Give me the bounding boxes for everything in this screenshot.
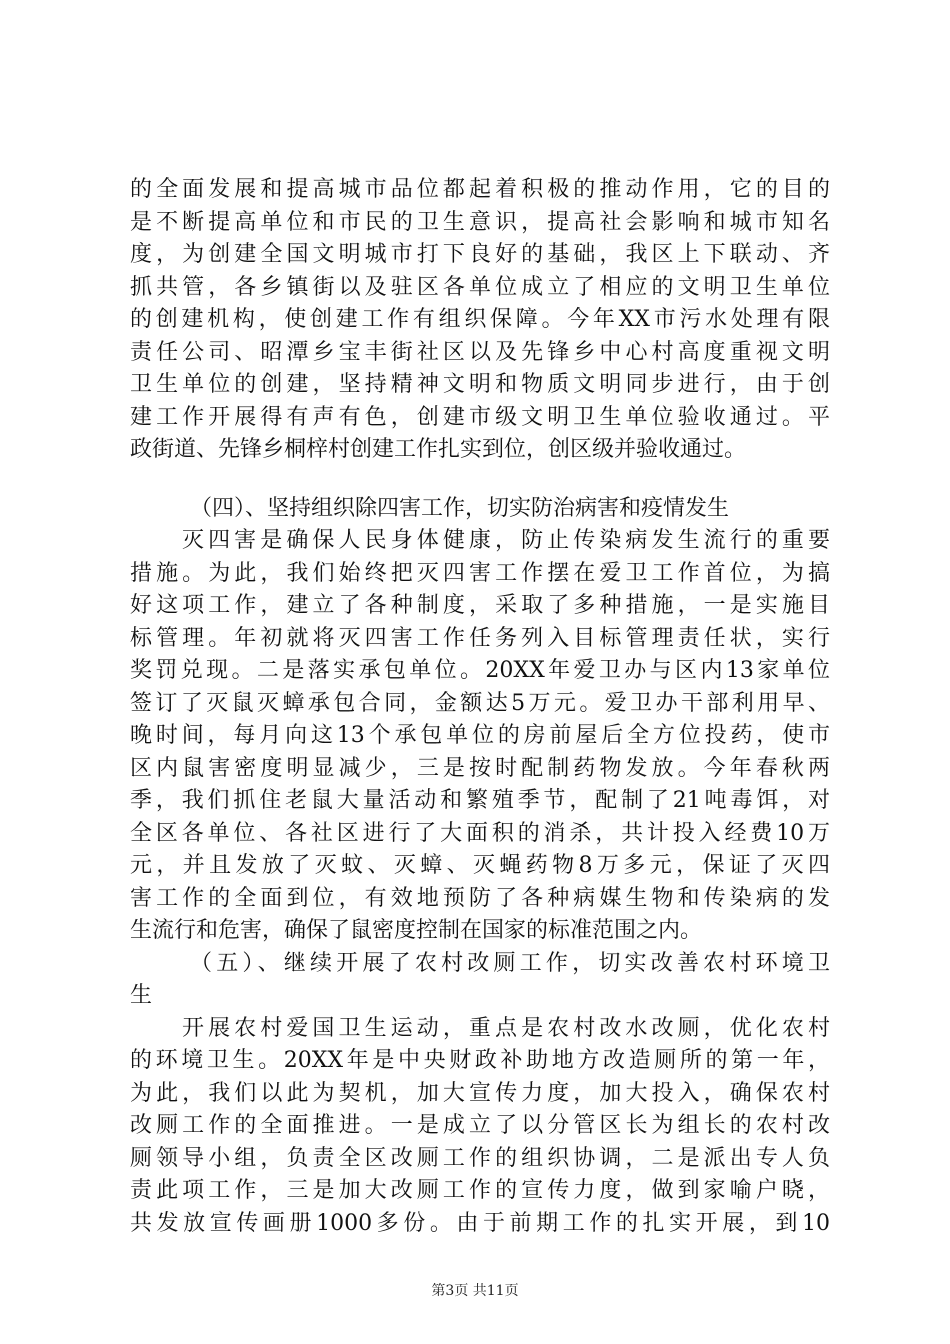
text-line: 厕领导小组，负责全区改厕工作的组织协调，二是派出专人负	[130, 1145, 830, 1171]
paragraph-gap	[130, 467, 830, 493]
paragraph-3	[130, 1013, 830, 1241]
text-line: 的创建机构，使创建工作有组织保障。今年XX市污水处理有限	[130, 307, 830, 332]
text-line: 灭四害是确保人民身体健康，防止传染病发生流行的重要	[182, 528, 830, 553]
text-line: 改厕工作的全面推进。一是成立了以分管区长为组长的农村改	[130, 1113, 830, 1138]
paragraph-1	[130, 174, 830, 467]
text-line: 标管理。年初就将灭四害工作任务列入目标管理责任状，实行	[130, 625, 830, 651]
text-line: 晚时间，每月向这13个承包单位的房前屋后全方位投药，使市	[130, 723, 830, 748]
text-line: 度，为创建全国文明城市打下良好的基础，我区上下联动、齐	[130, 242, 830, 267]
text-line: 的环境卫生。20XX年是中央财政补助地方改造厕所的第一年，	[130, 1048, 830, 1073]
text-line: 好这项工作，建立了各种制度，采取了多种措施，一是实施目	[130, 593, 830, 618]
section-heading-5	[130, 948, 830, 1013]
text-line: 生流行和危害，确保了鼠密度控制在国家的标准范围之内。	[130, 918, 703, 943]
text-line: （五）、继续开展了农村改厕工作，切实改善农村环境卫	[190, 950, 830, 976]
text-line: 季，我们抓住老鼠大量活动和繁殖季节，配制了21吨毒饵，对	[130, 788, 830, 813]
text-line: 区内鼠害密度明显减少，三是按时配制药物发放。今年春秋两	[130, 755, 830, 781]
text-line: 开展农村爱国卫生运动，重点是农村改水改厕，优化农村	[182, 1015, 830, 1041]
text-line: 是不断提高单位和市民的卫生意识，提高社会影响和城市知名	[130, 209, 830, 235]
text-line: 生	[130, 983, 153, 1008]
document-body	[130, 174, 830, 1240]
text-line: 元，并且发放了灭蚊、灭蟑、灭蝇药物8万多元，保证了灭四	[130, 853, 830, 878]
text-line: 卫生单位的创建，坚持精神文明和物质文明同步进行，由于创	[130, 372, 830, 397]
section-heading-4: （四）、坚持组织除四害工作，切实防治病害和疫情发生	[190, 495, 730, 521]
text-line: 的全面发展和提高城市品位都起着积极的推动作用，它的目的	[130, 177, 830, 202]
page-number-footer: 第3页 共11页	[431, 1283, 519, 1299]
text-line: 措施。为此，我们始终把灭四害工作摆在爱卫工作首位，为搞	[130, 560, 830, 586]
text-line: 全区各单位、各社区进行了大面积的消杀，共计投入经费10万	[130, 820, 830, 846]
text-line: 政街道、先锋乡桐梓村创建工作扎实到位，创区级并验收通过。	[130, 437, 747, 462]
text-line: 奖罚兑现。二是落实承包单位。20XX年爱卫办与区内13家单位	[130, 658, 830, 683]
text-line: 签订了灭鼠灭蟑承包合同，金额达5万元。爱卫办干部利用早、	[130, 690, 830, 716]
text-line: 抓共管，各乡镇街以及驻区各单位成立了相应的文明卫生单位	[130, 274, 830, 300]
text-line: 为此，我们以此为契机，加大宣传力度，加大投入，确保农村	[130, 1080, 830, 1106]
text-line: 共发放宣传画册1000多份。由于前期工作的扎实开展，到10	[130, 1210, 830, 1236]
text-line: 责任公司、昭潭乡宝丰街社区以及先锋乡中心村高度重视文明	[130, 339, 830, 365]
text-line: 责此项工作，三是加大改厕工作的宣传力度，做到家喻户晓，	[130, 1178, 830, 1203]
paragraph-2	[130, 525, 830, 948]
text-line: 害工作的全面到位，有效地预防了各种病媒生物和传染病的发	[130, 885, 830, 911]
text-line: 建工作开展得有声有色，创建市级文明卫生单位验收通过。平	[130, 404, 830, 430]
